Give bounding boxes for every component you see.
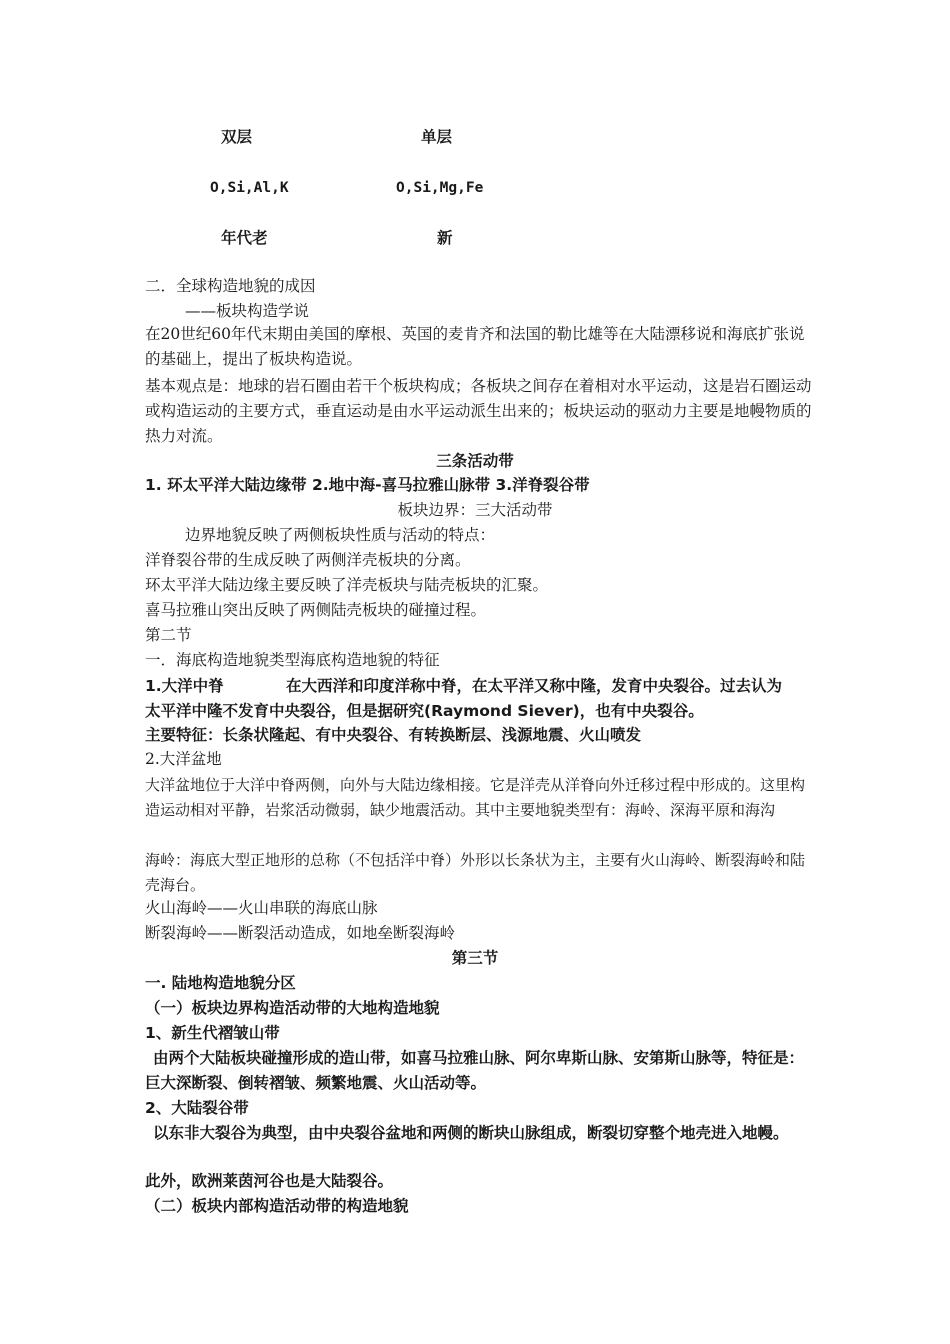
section-three-label: 第三节 [451,949,499,967]
plate-boundary-line: 板块边界：三大活动带 [397,501,553,519]
fault-ridge-line: 断裂海岭——断裂活动造成，如地垒断裂海岭 [145,924,456,942]
feature-himalaya: 喜马拉雅山突出反映了两侧陆壳板块的碰撞过程。 [145,601,487,619]
rift-belt-text: 以东非大裂谷为典型，由中央裂谷盆地和两侧的断块山脉组成，断裂切穿整个地壳进入地幔。 [153,1124,789,1142]
table-cell-elements-right: O,Si,Mg,Fe [396,180,484,196]
mid-ocean-ridge-title: 1.大洋中脊 [145,677,224,695]
volcanic-ridge-line: 火山海岭——火山串联的海底山脉 [145,899,378,917]
plate-boundary-subheading: （一）板块边界构造活动带的大地构造地貌 [145,999,440,1017]
feature-pacific-margin: 环太平洋大陆边缘主要反映了洋壳板块与陆壳板块的汇聚。 [145,576,549,594]
section-two-label: 第二节 [145,626,192,644]
ocean-basin-paragraph: 大洋盆地位于大洋中脊两侧，向外与大陆边缘相接。它是洋壳从洋脊向外迁移过程中形成的。这里构造运动相对平静，岩浆活动微弱，缺少地震活动。其中主要地貌类型有：海岭、深海平原和海沟 [145,776,806,819]
cenozoic-fold-text: 由两个大陆板块碰撞形成的造山带，如喜马拉雅山脉、阿尔卑斯山脉、安第斯山脉等，特征是：巨大深断裂、倒转褶皱、频繁地震、火山活动等。 [145,1049,805,1092]
section-heading-global-tectonics: 二．全球构造地貌的成因 [145,277,316,295]
mid-ocean-ridge-text-a: 在大西洋和印度洋称中脊，在太平洋又称中隆，发育中央裂谷。过去认为 [286,677,783,695]
rhine-valley-line: 此外，欧洲莱茵河谷也是大陆裂谷。 [145,1172,394,1190]
table-cell-single-layer: 单层 [421,128,453,146]
subheading-plate-tectonics: ——板块构造学说 [185,302,310,320]
three-belts-list: 1. 环太平洋大陆边缘带 2.地中海-喜马拉雅山脉带 3.洋脊裂谷带 [145,476,590,494]
table-cell-age-old: 年代老 [221,229,268,247]
boundary-features-intro: 边界地貌反映了两侧板块性质与活动的特点： [185,526,496,544]
table-cell-double-layer: 双层 [221,128,253,146]
three-belts-title: 三条活动带 [436,452,514,470]
intraplate-subheading: （二）板块内部构造活动带的构造地貌 [145,1197,409,1215]
paragraph-basic-view: 基本观点是：地球的岩石圈由若干个板块构成；各板块之间存在着相对水平运动，这是岩石圈运动或构造运动的主要方式，垂直运动是由水平运动派生出来的；板块运动的驱动力主要是地幔物质的热力对流。 [145,377,812,445]
mid-ocean-ridge-text-b: 太平洋中隆不发育中央裂谷，但是据研究(Raymond Siever)，也有中央裂谷。 [145,702,704,720]
table-cell-elements-left: O,Si,Al,K [210,180,289,196]
rift-belt-title: 2、大陆裂谷带 [145,1099,249,1117]
land-tectonics-heading: 一. 陆地构造地貌分区 [145,974,296,992]
ocean-basin-title: 2.大洋盆地 [145,750,222,768]
paragraph-plate-theory-origin: 在20世纪60年代末期由美国的摩根、英国的麦肯齐和法国的勒比雄等在大陆漂移说和海底扩张说的基础上，提出了板块构造说。 [145,325,805,368]
table-cell-age-new: 新 [437,229,453,247]
main-features-line: 主要特征：长条状隆起、有中央裂谷、有转换断层、浅源地震、火山喷发 [145,726,642,744]
feature-ridge-rift: 洋脊裂谷带的生成反映了两侧洋壳板块的分离。 [145,551,471,569]
cenozoic-fold-title: 1、新生代褶皱山带 [145,1024,280,1042]
seafloor-heading: 一．海底构造地貌类型海底构造地貌的特征 [145,651,440,669]
seamount-paragraph: 海岭：海底大型正地形的总称（不包括洋中脊）外形以长条状为主，主要有火山海岭、断裂海岭和陆壳海台。 [145,851,806,894]
